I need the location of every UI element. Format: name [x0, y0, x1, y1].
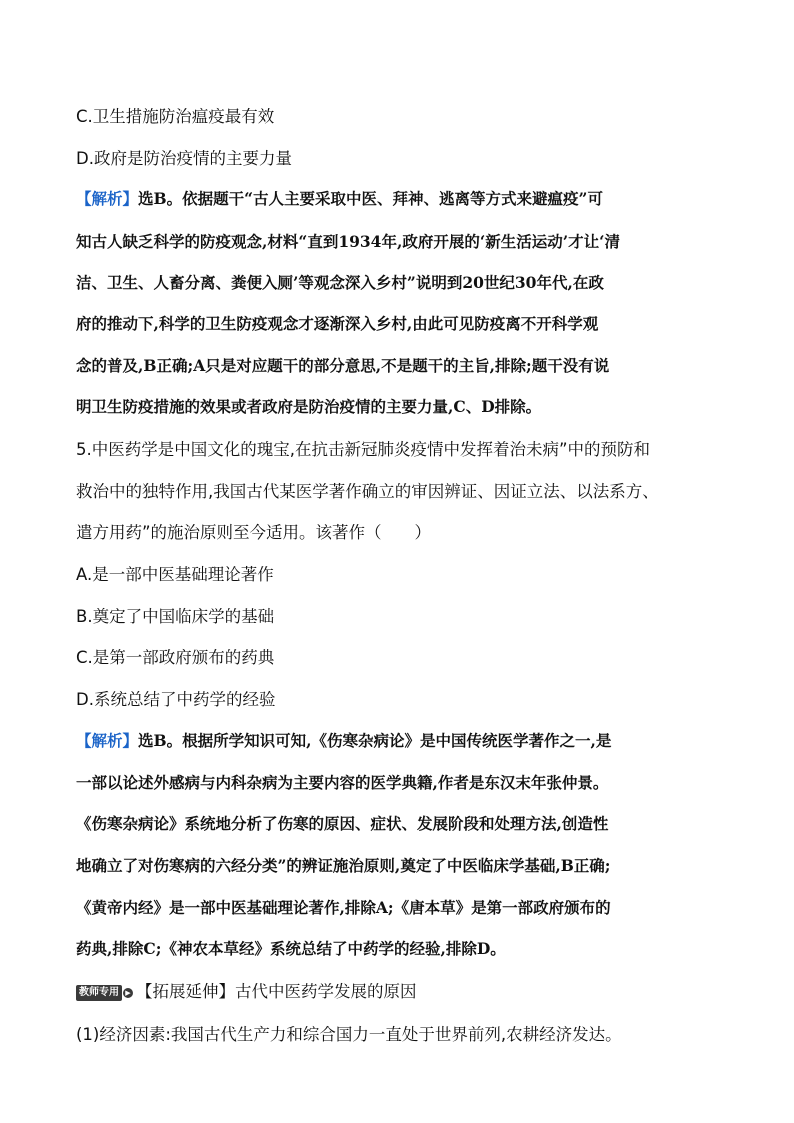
option-b: B.奠定了中国临床学的基础 — [76, 607, 275, 626]
analysis-tag: 【解析】 — [76, 189, 139, 208]
extension-line-1: (1)经济因素:我国古代生产力和综合国力一直处于世界前列,农耕经济发达。 — [76, 1025, 622, 1044]
analysis-1-line-6: 明卫生防疫措施的效果或者政府是防治疫情的主要力量,C、D排除。 — [76, 397, 542, 416]
analysis-1-line-2: 知古人缺乏科学的防疫观念,材料“直到1934年,政府开展的‘新生活运动’才让‘清 — [76, 232, 621, 251]
option-d-previous: D.政府是防治疫情的主要力量 — [76, 149, 292, 168]
extension-heading — [76, 980, 417, 1004]
analysis-2-line-6: 药典,排除C;《神农本草经》系统总结了中药学的经验,排除D。 — [76, 939, 506, 958]
option-d: D.系统总结了中药学的经验 — [76, 690, 276, 709]
analysis-1-line-5: 念的普及,B正确;A只是对应题干的部分意思,不是题干的主旨,排除;题干没有说 — [76, 356, 610, 375]
analysis-2-line-2: 一部以论述外感病与内科杂病为主要内容的医学典籍,作者是东汉末年张仲景。 — [76, 773, 609, 792]
option-c-previous: C.卫生措施防治瘟疫最有效 — [76, 107, 275, 126]
analysis-2-line-3: 《伤寒杂病论》系统地分析了伤寒的原因、症状、发展阶段和处理方法,创造性 — [76, 814, 609, 833]
option-c: C.是第一部政府颁布的药典 — [76, 648, 275, 667]
analysis-2-line-1: 【解析】选B。根据所学知识可知,《伤寒杂病论》是中国传统医学著作之一,是 — [76, 731, 612, 750]
analysis-2-line-4: 地确立了对伤寒病的六经分类”的辨证施治原则,奠定了中医临床学基础,B正确; — [76, 856, 611, 875]
analysis-2-line-5: 《黄帝内经》是一部中医基础理论著作,排除A;《唐本草》是第一部政府颁布的 — [76, 898, 611, 917]
analysis-tag: 【解析】 — [76, 731, 139, 750]
question-5-line-2: 救治中的独特作用,我国古代某医学著作确立的审因辨证、因证立法、以法系方、 — [76, 482, 659, 501]
question-5-line-3: 遣方用药”的施治原则至今适用。该著作（ ） — [76, 523, 432, 542]
play-icon: ▶ — [123, 988, 133, 998]
extension-title: 【拓展延伸】古代中医药学发展的原因 — [136, 982, 417, 1001]
analysis-1-line-4: 府的推动下,科学的卫生防疫观念才逐渐深入乡村,由此可见防疫离不开科学观 — [76, 314, 599, 333]
analysis-1-line-1: 【解析】选B。依据题干“古人主要采取中医、拜神、逃离等方式来避瘟疫”可 — [76, 189, 603, 208]
option-a: A.是一部中医基础理论著作 — [76, 565, 274, 584]
question-5-line-1: 5.中医药学是中国文化的瑰宝,在抗击新冠肺炎疫情中发挥着治未病”中的预防和 — [76, 440, 651, 459]
teacher-only-badge: 教师专用 — [76, 985, 122, 1001]
analysis-1-line-3: 洁、卫生、人畜分离、粪便入厕’等观念深入乡村”说明到20世纪30年代,在政 — [76, 273, 604, 292]
